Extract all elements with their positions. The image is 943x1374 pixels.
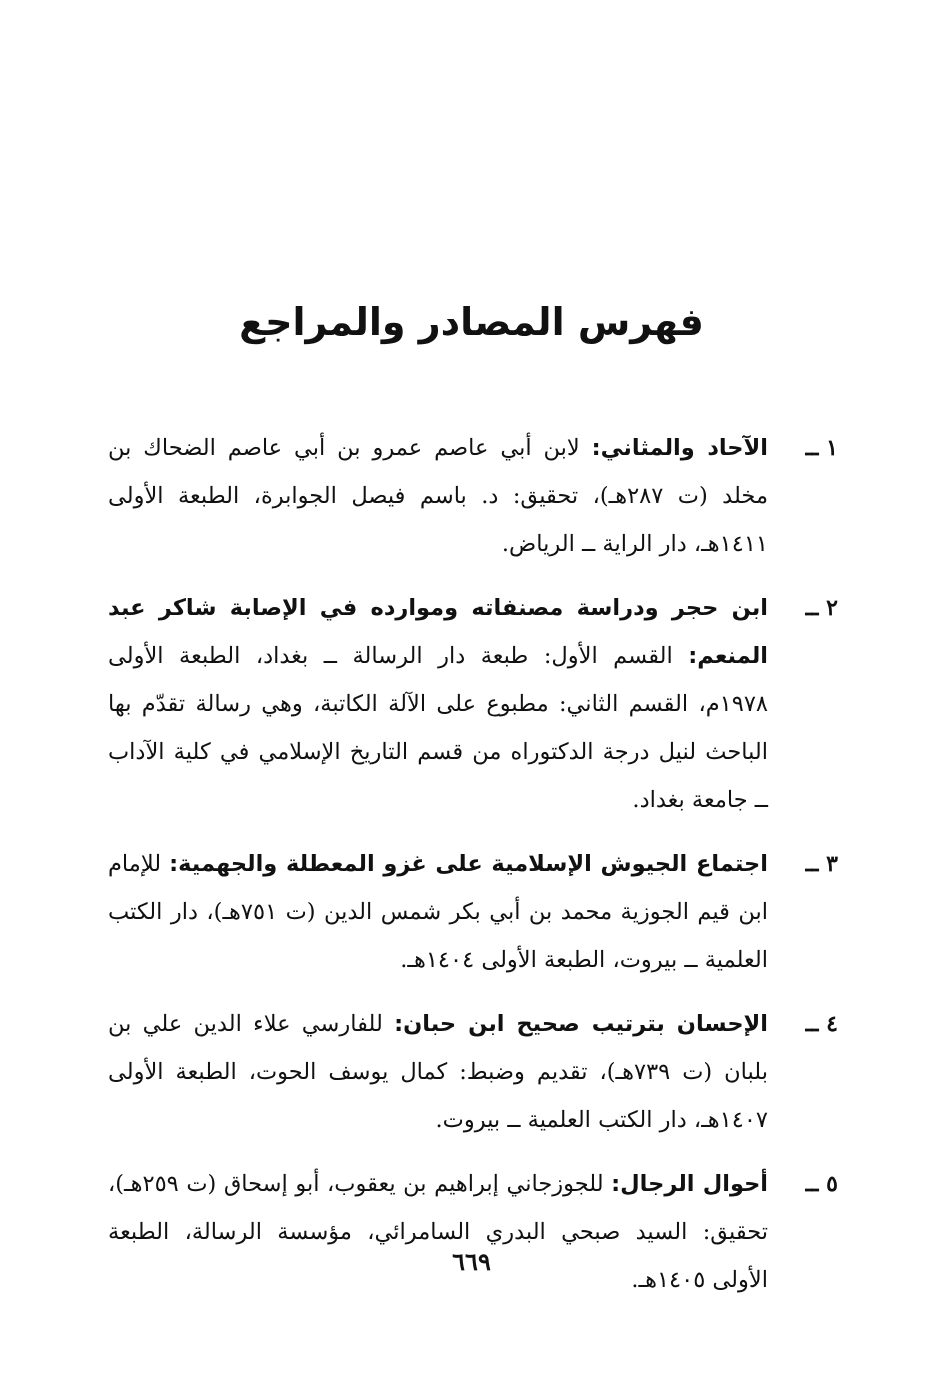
entry-text: للفارسي علاء الدين علي بن بلبان (ت ٧٣٩هـ)، تقديم وضبط: كمال يوسف الحوت، الطبعة الأولى ١٤٠٧هـ، دار الكتب العلمية ــ بيروت. (108, 1011, 768, 1133)
entry-text: للإمام ابن قيم الجوزية محمد بن أبي بكر شمس الدين (ت ٧٥١هـ)، دار الكتب العلمية ــ بيروت، الطبعة الأولى ١٤٠٤هـ. (108, 851, 768, 973)
entry-number: ٣ ــ (805, 851, 838, 877)
reference-entry (108, 584, 838, 824)
reference-entry (108, 1160, 838, 1304)
reference-entry (108, 424, 838, 568)
entry-text: لابن أبي عاصم عمرو بن أبي عاصم الضحاك بن مخلد (ت ٢٨٧هـ)، تحقيق: د. باسم فيصل الجوابرة، الطبعة الأولى ١٤١١هـ، دار الراية ــ الرياض. (108, 435, 768, 557)
references-list (108, 424, 838, 1320)
entry-body (108, 1160, 768, 1304)
entry-body (108, 424, 768, 568)
reference-entry (108, 1000, 838, 1144)
entry-number: ٤ ــ (805, 1011, 838, 1037)
entry-number: ١ ــ (805, 435, 838, 461)
entry-number: ٥ ــ (805, 1171, 838, 1197)
entry-text: للجوزجاني إبراهيم بن يعقوب، أبو إسحاق (ت ٢٥٩هـ)، تحقيق: السيد صبحي البدري السامرائي، مؤسسة الرسالة، الطبعة الأولى ١٤٠٥هـ. (108, 1171, 768, 1293)
entry-heading: أحوال الرجال: (611, 1171, 768, 1197)
entry-heading: الآحاد والمثاني: (591, 435, 768, 461)
page-title: فهرس المصادر والمراجع (239, 300, 704, 344)
entry-text: القسم الأول: طبعة دار الرسالة ــ بغداد، الطبعة الأولى ١٩٧٨م، القسم الثاني: مطبوع على الآلة الكاتبة، وهي رسالة تقدّم بها الباحث لنيل درجة الدكتوراه من قسم التاريخ الإسلامي في كلية الآداب ــ جامعة بغداد. (108, 643, 768, 813)
entry-number: ٢ ــ (805, 595, 838, 621)
entry-heading: الإحسان بترتيب صحيح ابن حبان: (394, 1011, 769, 1037)
entry-body (108, 584, 768, 824)
reference-entry (108, 840, 838, 984)
entry-heading: ابن حجر ودراسة مصنفاته وموارده في الإصابة شاكر عبد المنعم: (108, 595, 768, 669)
entry-body (108, 1000, 768, 1144)
page-number: ٦٦٩ (452, 1247, 491, 1276)
entry-body (108, 840, 768, 984)
entry-heading: اجتماع الجيوش الإسلامية على غزو المعطلة والجهمية: (169, 851, 768, 877)
